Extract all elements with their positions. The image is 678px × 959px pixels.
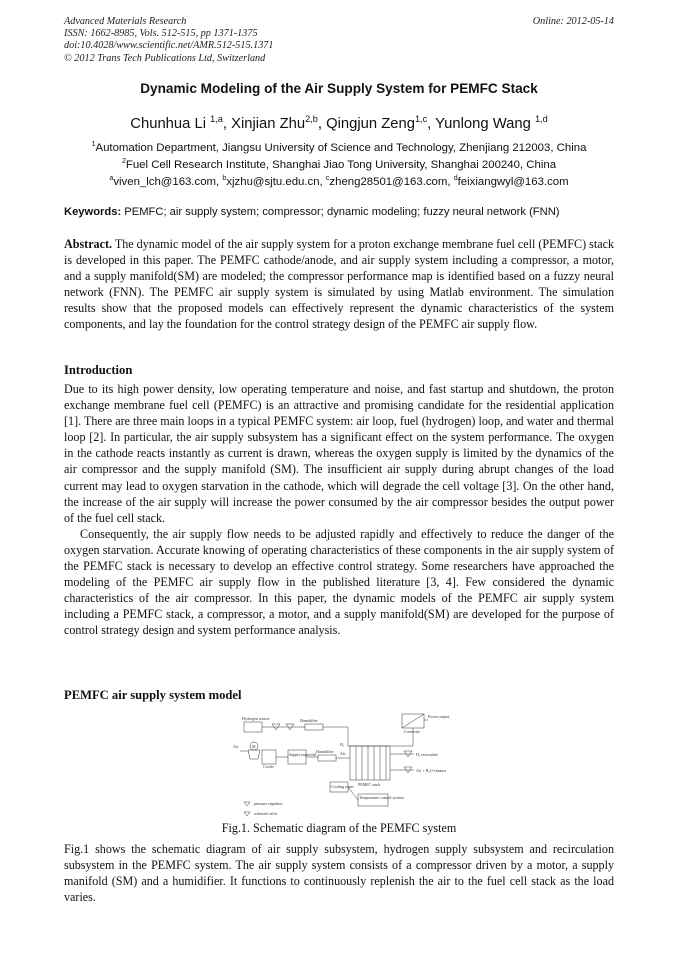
issn: ISSN: 1662-8985, Vols. 512-515, pp 1371-1375 [64,28,258,40]
author-sup: 2,b [305,114,318,124]
figure-caption: Fig.1. Schematic diagram of the PEMFC system [221,821,457,835]
email[interactable]: zheng28501@163.com, [329,176,454,189]
author-name: Xinjian Zhu [231,115,306,132]
intro-body [64,381,614,639]
svg-text:Air: Air [233,744,239,749]
affiliation: $^1$Automation Department, Jiangsu University of Science and Technology, Zhenjiang 212003, China [91,141,587,154]
author-sup: 1,c [414,114,428,124]
section-heading: PEMFC air supply system model [64,688,242,702]
paragraph: Due to its high power density, low operating temperature and noise, and fast startup and shutdown, the proton exchange membrane fuel cell (PEMFC) is an attractive and promising candidate for the residential application [1]. There are three main loops in a typical PEMFC system: air loop, fuel (hydrogen) loop, and water and thermal loop [2]. In particular, the air supply subsystem has a significant effect on the system performance. The oxygen in the cathode reacts instantly as current is drawn, whereas the oxygen supply is limited by the dynamics of the air compressor and the supply manifold (SM). The insufficient air supply during abrupt changes of the load current may lead to oxygen starvation in the cathode, which will degrade the cell voltage [3]. On the other hand, the increase of the air supply will increase the power consumed by the air compressor besides the output power of the fuel cell stack. [64,382,614,525]
pressure-regulator-icon [244,802,250,806]
hydrogen-tank [244,722,262,732]
journal-name: Advanced Materials Research [64,16,187,27]
schematic-figure [230,710,450,822]
author-name: Chunhua Li [130,115,206,132]
svg-text:H₂ recirculate: H₂ recirculate [416,752,439,757]
author-sup: 1,a [210,114,223,124]
journal-header [64,16,273,65]
doi: doi:10.4028/www.scientific.net/AMR.512-515.1371 [64,40,274,52]
section-heading: Introduction [64,363,133,377]
email[interactable]: xjzhu@sjtu.edu.cn, [226,176,326,189]
svg-text:M: M [252,744,256,749]
abstract-label: Abstract. [64,237,113,251]
abstract [64,236,614,333]
author-name: Yunlong Wang [435,115,531,132]
email[interactable]: viven_lch@163.com, [113,176,223,189]
svg-text:PEMFC stack: PEMFC stack [358,782,381,787]
email[interactable]: feixiangwyl@163.com [457,176,569,189]
paragraph: Consequently, the air supply flow needs to be adjusted rapidly and effectively to reduce the danger of the oxygen starvation. Accurate knowing of operating characteristics of these components in the air supply system of the PEMFC stack is necessary to develop an effective control strategy. Some researchers have approached the modeling of the PEMFC air supply flow in the published literature [3, 4]. Few considered the dynamic characteristics of the air compressor. In this paper, the dynamic models of the PEMFC air supply system including a PEMFC stack, a compressor, a motor, and a supply manifold(SM) are developed for the purpose of control strategy design and system performance analysis. [64,526,614,638]
solenoid-valve-icon [244,812,250,816]
fig-label: Hydrogen source [242,716,270,721]
paper-title: Dynamic Modeling of the Air Supply System for PEMFC Stack [140,81,538,96]
svg-text:Power output: Power output [428,714,450,719]
compressor-icon [248,750,260,759]
svg-text:Humidifier: Humidifier [316,749,334,754]
affiliation: $^2$Fuel Cell Research Institute, Shanghai Jiao Tong University, Shanghai 200240, China [121,158,557,171]
svg-text:Air + H₂O exhaust: Air + H₂O exhaust [416,768,446,773]
author-list: Chunhua Li $^{1,a}$, Xinjian Zhu$^{2,b}$, Qingjun Zeng$^{1,c}$, Yunlong Wang $^{1,d}$ [130,114,548,132]
copyright: © 2012 Trans Tech Publications Ltd, Switzerland [64,52,266,64]
svg-text:Air: Air [340,751,346,756]
email-list: $^a$viven_lch@163.com, $^b$xjzhu@sjtu.edu.cn, $^c$zheng28501@163.com, $^d$feixiangwyl@163.com [109,175,569,189]
svg-text:solenoid valve: solenoid valve [254,811,278,816]
humidifier-mid [318,755,336,761]
affiliations [0,138,678,190]
keywords: Keywords: PEMFC; air supply system; compressor; dynamic modeling; fuzzy neural network (FNN) [64,206,560,218]
svg-text:Cooler: Cooler [263,764,274,769]
author-sup: 1,d [534,114,548,124]
svg-text:Temperature control system: Temperature control system [359,795,404,800]
paragraph: Fig.1 shows the schematic diagram of air supply subsystem, hydrogen supply subsystem and recirculation subsystem in the PEMFC system. The air supply system consists of a compressor driven by a motor, a supply manifold (SM) and a humidifier. It functions to continuously replenish the air to the fuel cell stack as the load varies. [64,842,614,905]
svg-text:Cooling water: Cooling water [331,784,354,789]
humidifier-top [305,724,323,730]
svg-text:Converter: Converter [404,729,420,734]
online-date: Online: 2012-05-14 [532,16,614,27]
abstract-text: The dynamic model of the air supply system for a proton exchange membrane fuel cell (PEMFC) stack is developed in this paper. The PEMFC cathode/anode, and air supply system including a compressor, a motor, and a supply manifold(SM) are modeled; the compressor performance map is identified based on a fuzzy neural network (FNN). The PEMFC air supply system is simulated by using Matlab environment. The simulation results show that the proposed models can effectively represent the dynamic characteristics of the system components, and lay the foundation for the control strategy design of the PEMFC air supply flow. [64,237,614,332]
svg-text:pressure regulator: pressure regulator [254,801,283,806]
svg-text:Supply manifold: Supply manifold [289,752,316,757]
cooler-box [262,750,276,764]
svg-text:H₂: H₂ [340,742,345,747]
model-body [64,841,614,905]
svg-text:Humidifier: Humidifier [300,718,318,723]
author-name: Qingjun Zeng [326,115,415,132]
